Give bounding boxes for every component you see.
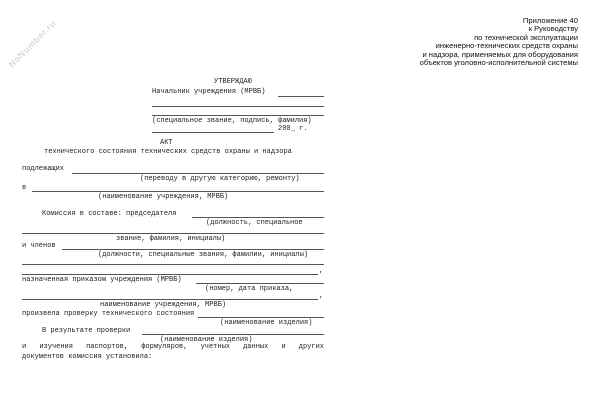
result-caption: (наименование изделия) bbox=[160, 336, 253, 344]
members-caption: (должности, специальные звания, фамилии, инициалы) bbox=[98, 251, 309, 259]
appendix-line: к Руководству bbox=[528, 24, 578, 34]
members-label: и членов bbox=[22, 242, 56, 250]
signature-line-1 bbox=[152, 106, 324, 107]
docs-text: документов комиссия установила: bbox=[22, 353, 153, 361]
approve-chief-label: Начальник учреждения (МРВБ) bbox=[152, 88, 266, 96]
appendix-line: объектов уголовно-исполнительной системы bbox=[419, 58, 578, 68]
chief-name-line bbox=[278, 96, 324, 97]
members-comma: , bbox=[319, 267, 324, 275]
members-line-3 bbox=[22, 274, 318, 275]
members-line bbox=[62, 249, 324, 250]
members-line-2 bbox=[22, 264, 324, 265]
result-label: В результате проверки bbox=[42, 327, 131, 335]
checked-label: произвела проверку технического состояния bbox=[22, 310, 195, 318]
appointed-caption: (номер, дата приказа, bbox=[205, 285, 294, 293]
study-text: и изучения паспортов, формуляров, учетных данных и других bbox=[22, 343, 324, 351]
result-line bbox=[142, 334, 324, 335]
checked-caption: (наименование изделия) bbox=[220, 319, 313, 327]
signature-line-2 bbox=[152, 115, 324, 116]
appendix-line: и надзора, применяемых для оборудования bbox=[422, 49, 578, 59]
approve-caption: (специальное звание, подпись, фамилия) bbox=[152, 117, 312, 125]
in-caption: (наименование учреждения, МРВБ) bbox=[98, 193, 229, 201]
commission-caption-1: (должность, специальное bbox=[206, 219, 303, 227]
subject-label: подлежащих bbox=[22, 165, 65, 173]
institution-line bbox=[32, 191, 324, 192]
institution-caption: наименование учреждения, МРВБ) bbox=[100, 301, 227, 309]
order-line bbox=[196, 283, 324, 284]
in-label: в bbox=[22, 184, 27, 192]
commission-caption-2: звание, фамилия, инициалы) bbox=[116, 235, 226, 243]
act-subtitle: технического состояния технических средств охраны и надзора bbox=[44, 148, 292, 156]
approve-year: 200_ г. bbox=[278, 125, 308, 133]
chairman-line-2 bbox=[22, 233, 324, 234]
order-comma: , bbox=[319, 292, 324, 300]
order-line-2 bbox=[22, 299, 318, 300]
commission-label: Комиссия в составе: председателя bbox=[42, 210, 177, 218]
act-title: АКТ bbox=[160, 139, 173, 147]
subject-caption: (переводу в другую категорию, ремонту) bbox=[140, 175, 300, 183]
appendix-line: инженерно-технических средств охраны bbox=[435, 41, 578, 51]
item-line bbox=[198, 317, 324, 318]
subject-line bbox=[72, 173, 324, 174]
watermark: NoNumber.ru bbox=[6, 18, 58, 70]
appendix-header bbox=[318, 17, 578, 67]
chairman-line bbox=[192, 217, 324, 218]
approve-title: УТВЕРЖДАЮ bbox=[214, 78, 252, 86]
appendix-line: по технической эксплуатации bbox=[474, 32, 578, 42]
date-line bbox=[152, 132, 274, 133]
appointed-label: назначенная приказом учреждения (МРВБ) bbox=[22, 276, 182, 284]
appendix-line: Приложение 40 bbox=[522, 16, 578, 25]
